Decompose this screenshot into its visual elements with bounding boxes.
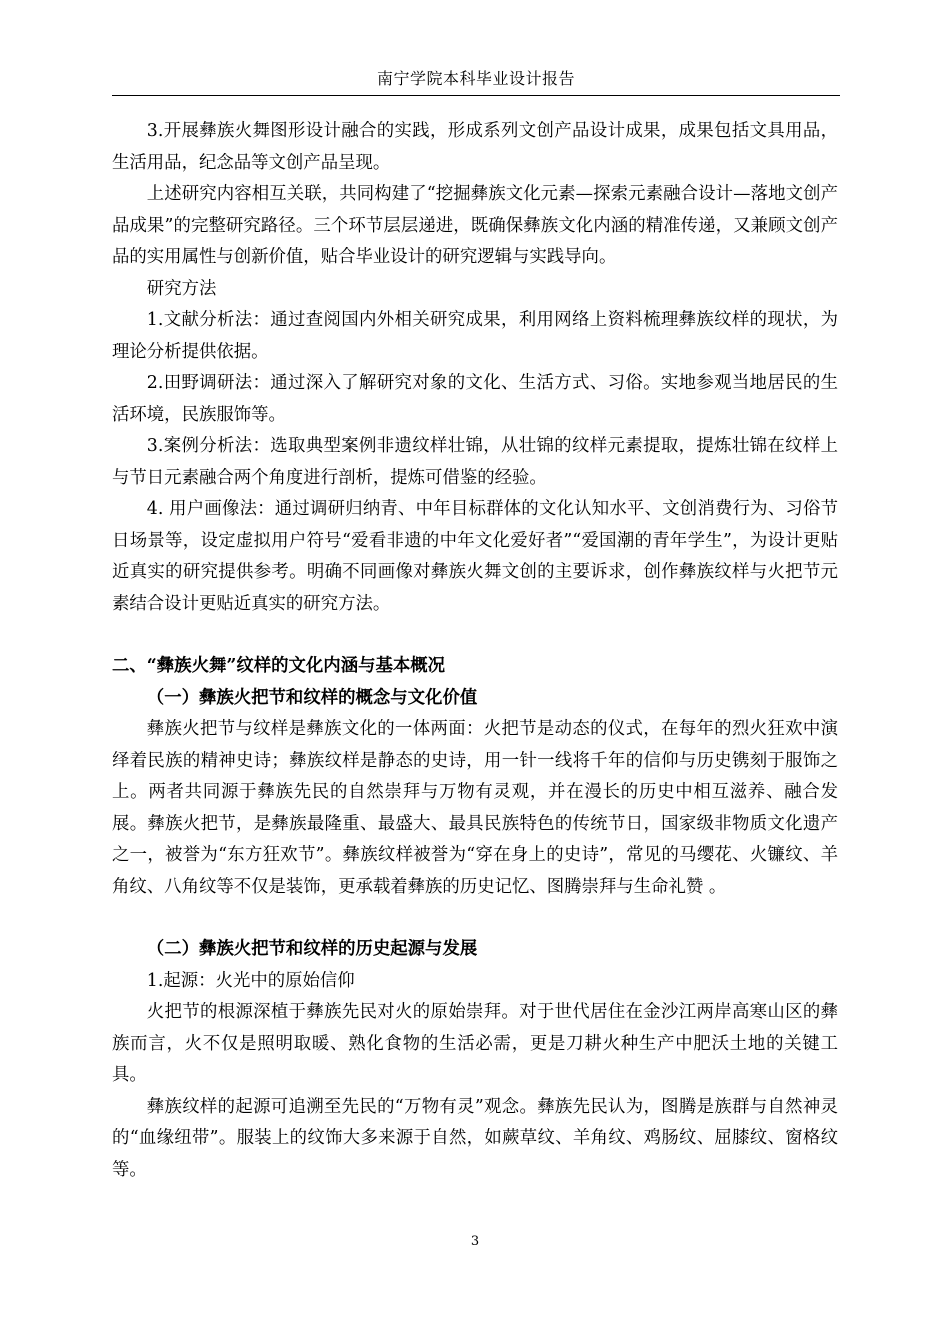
paragraph: 3.开展彝族火舞图形设计融合的实践，形成系列文创产品设计成果，成果包括文具用品，生活用品，纪念品等文创产品呈现。 [112, 121, 838, 173]
paragraph: 1.文献分析法：通过查阅国内外相关研究成果，利用网络上资料梳理彝族纹样的现状，为理论分析提供依据。 [112, 310, 838, 362]
spacer [112, 620, 838, 651]
paragraph: 1.起源：火光中的原始信仰 [146, 970, 355, 991]
paragraph: 彝族纹样的起源可追溯至先民的“万物有灵”观念。彝族先民认为，图腾是族群与自然神灵的“血缘纽带”。服装上的纹饰大多来源于自然，如蕨草纹、羊角纹、鸡肠纹、屈膝纹、窗格纹等。 [112, 1096, 838, 1180]
header-title: 南宁学院本科毕业设计报告 [376, 69, 575, 88]
page-header [112, 62, 840, 96]
document-body [112, 116, 838, 1186]
paragraph: 彝族火把节与纹样是彝族文化的一体两面：火把节是动态的仪式，在每年的烈火狂欢中演绎着民族的精神史诗；彝族纹样是静态的史诗，用一针一线将千年的信仰与历史镌刻于服饰之上。两者共同源于彝族先民的自然崇拜与万物有灵观，并在漫长的历史中相互滋养、融合发展。彝族火把节，是彝族最隆重、最盛大、最具民族特色的传统节日，国家级非物质文化遗产之一，被誉为“东方狂欢节”。彝族纹样被誉为“穿在身上的史诗”，常见的马缨花、火镰纹、羊角纹、八角纹等不仅是装饰，更承载着彝族的历史记忆、图腾崇拜与生命礼赞 。 [112, 719, 838, 897]
paragraph: 3.案例分析法：选取典型案例非遗纹样壮锦，从壮锦的纹样元素提取，提炼壮锦在纹样上与节日元素融合两个角度进行剖析，提炼可借鉴的经验。 [112, 436, 838, 488]
page-number: 3 [470, 1234, 480, 1249]
spacer [112, 903, 838, 934]
subsection-heading: （一）彝族火把节和纹样的概念与文化价值 [146, 687, 478, 708]
paragraph: 4. 用户画像法：通过调研归纳青、中年目标群体的文化认知水平、文创消费行为、习俗节日场景等，设定虚拟用户符号“爱看非遗的中年文化爱好者”“爱国潮的青年学生”，为设计更贴近真实的研究提供参考。明确不同画像对彝族火舞文创的主要诉求，创作彝族纹样与火把节元素结合设计更贴近真实的研究方法。 [112, 499, 838, 614]
section-heading: 二、“彝族火舞”纹样的文化内涵与基本概况 [112, 656, 446, 676]
section-label-research-methods: 研究方法 [146, 278, 217, 299]
subsection-heading: （二）彝族火把节和纹样的历史起源与发展 [146, 939, 478, 959]
paragraph: 2.田野调研法：通过深入了解研究对象的文化、生活方式、习俗。实地参观当地居民的生活环境，民族服饰等。 [112, 373, 838, 425]
paragraph: 上述研究内容相互关联，共同构建了“挖掘彝族文化元素—探索元素融合设计—落地文创产品成果”的完整研究路径。三个环节层层递进，既确保彝族文化内涵的精准传递，又兼顾文创产品的实用属性与创新价值，贴合毕业设计的研究逻辑与实践导向。 [112, 184, 838, 267]
paragraph: 火把节的根源深植于彝族先民对火的原始崇拜。对于世代居住在金沙江两岸高寒山区的彝族而言，火不仅是照明取暖、熟化食物的生活必需，更是刀耕火种生产中肥沃土地的关键工具。 [112, 1002, 838, 1085]
